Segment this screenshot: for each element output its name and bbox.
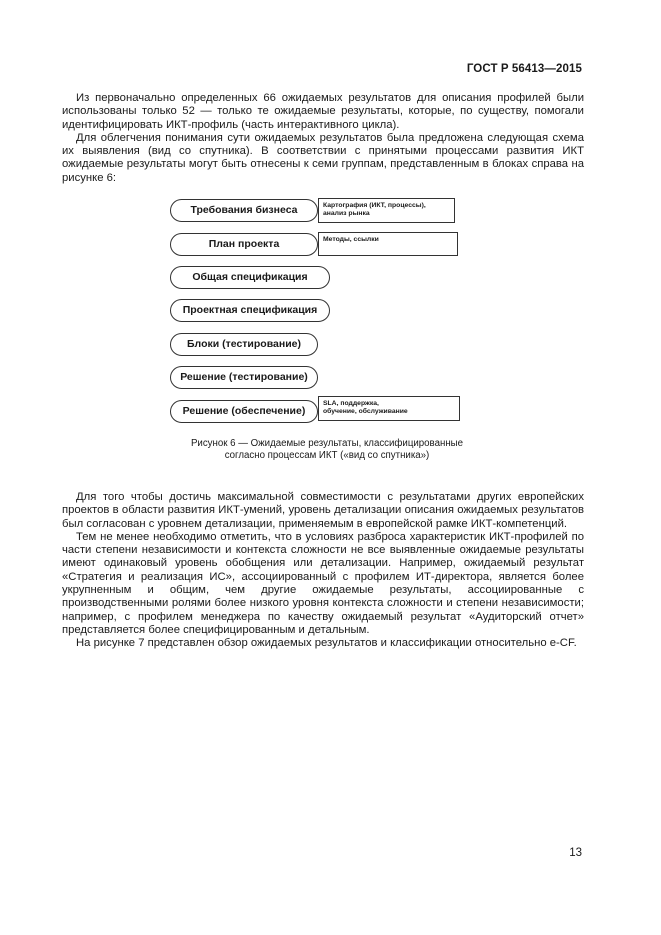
document-id: ГОСТ Р 56413—2015 [466, 63, 582, 75]
stage-project-plan: План проекта [170, 233, 318, 256]
paragraph: Для облегчения понимания сути ожидаемых результатов была предложена следующая схема их выявления (вид со спутника). В соответствии с принятыми процессами развития ИКТ ожидаемые результаты могут быть отнесены к семи группам, представленным в блоках справа на рисунке 6: [62, 131, 584, 184]
note-mapping [318, 198, 455, 223]
note-line: Картография (ИКТ, процессы), [323, 202, 426, 209]
stage-solution-testing: Решение (тестирование) [170, 366, 318, 389]
page-number: 13 [569, 847, 582, 859]
intro-text [62, 92, 584, 185]
body-text [62, 491, 584, 651]
paragraph: На рисунке 7 представлен обзор ожидаемых результатов и классификации относительно e-CF. [76, 637, 577, 650]
stage-business-requirements: Требования бизнеса [170, 199, 318, 222]
figure-caption [162, 438, 492, 462]
caption-line: Рисунок 6 — Ожидаемые результаты, классифицированные [190, 438, 464, 449]
caption-line: согласно процессам ИКТ («вид со спутника») [224, 450, 430, 461]
stage-general-specification: Общая спецификация [170, 266, 330, 289]
note-sla [318, 396, 460, 421]
paragraph: Тем не менее необходимо отметить, что в условиях разброса характеристик ИКТ-профилей по части степени независимости и контекста сложности не все выявленные ожидаемые результаты имеют одинаковый уровень обобщения или детализации. Например, ожидаемый результат «Стратегия и реализация ИС», ассоциированный с профилем ИТ-директора, является более укрупненным и общим, чем другие ожидаемые результаты, ассоциированные с производственными ролями более низкого уровня контекста сложности и степени независимости; например, с профилем менеджера по качеству ожидаемый результат «Аудиторский отчет» представляется более специфицированным и детальным. [62, 530, 584, 636]
paragraph: Для того чтобы достичь максимальной совместимости с результатами других европейских проектов в области развития ИКТ-умений, уровень детализации описания ожидаемых результатов был согласован с уровнем детализации, применяемым в европейской рамке ИКТ-компетенций. [62, 491, 584, 530]
note-line: SLA, поддержка, [323, 400, 379, 407]
stage-units-testing: Блоки (тестирование) [170, 333, 318, 356]
note-line: Методы, ссылки [323, 236, 379, 243]
note-line: анализ рынка [323, 210, 370, 217]
figure-6-diagram [170, 196, 462, 424]
note-methods [318, 232, 458, 256]
note-line: обучение, обслуживание [323, 408, 408, 415]
paragraph: Из первоначально определенных 66 ожидаемых результатов для описания профилей были использованы только 52 — только те ожидаемые результаты, которые, по существу, помогали идентифицировать ИКТ-профиль (часть интерактивного цикла). [62, 92, 584, 131]
stage-solution-provision: Решение (обеспечение) [170, 400, 318, 423]
stage-project-specification: Проектная спецификация [170, 299, 330, 322]
